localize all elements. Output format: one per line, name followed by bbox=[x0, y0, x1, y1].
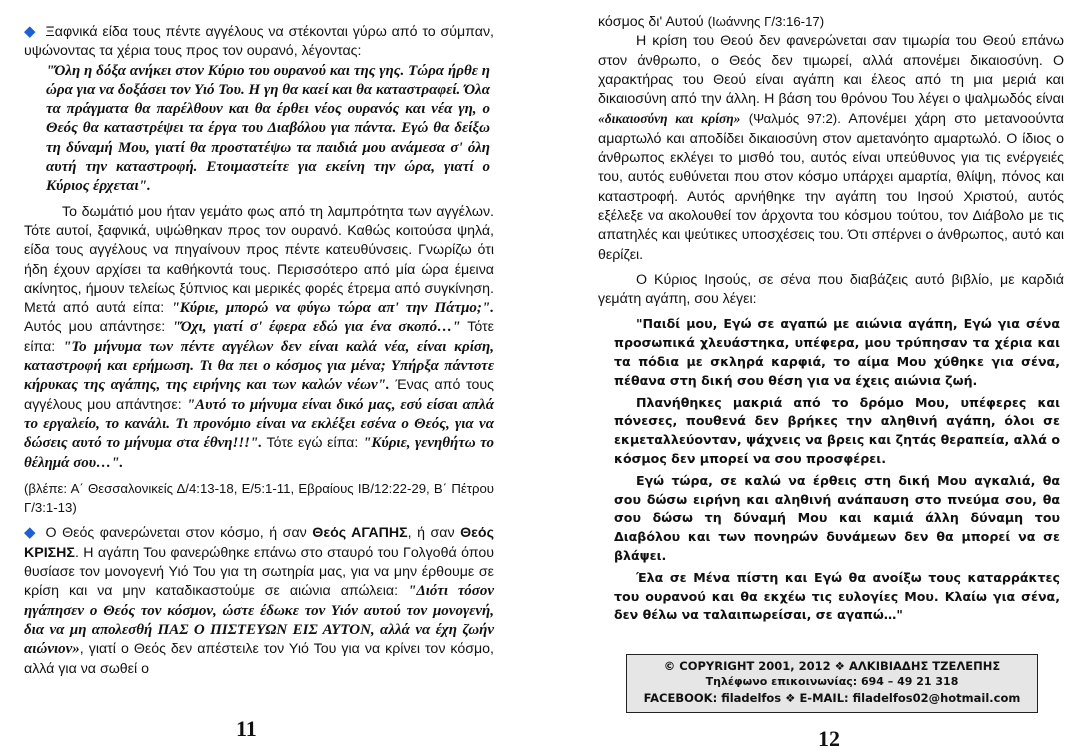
quote-paragraph: Εγώ τώρα, σε καλώ να έρθεις στη δική Μου αγκαλιά, θα σου δώσω ειρήνη και αληθινή ανάπαυση στο πνεύμα σου, θα σου δώσω τη δύναμή Μου και καμιά άλλη δύναμη του Διαβόλου και των πονηρών δυνάμεων δεν θα μπορεί να σε βλάψει. bbox=[614, 472, 1060, 564]
quote-paragraph: Πλανήθηκες μακριά από το δρόμο Μου, υπέφερες και πόνεσες, πουθενά δεν βρήκες την αληθινή αγάπη, όλοι σε εκμεταλλεύονταν, ψάχνεις να βρεις και ζητάς θεραπεία, αλλά ο κόσμος δεν μπορεί να σου προσφέρει. bbox=[614, 394, 1060, 467]
diamond-bullet-icon: ◆ bbox=[24, 23, 36, 40]
right-paragraph-1: Η κρίση του Θεού δεν φανερώνεται σαν τιμωρία του Θεού επάνω στον άνθρωπο, ο Θεός δεν τιμωρεί, αλλά απονέμει δικαιοσύνη. Ο χαρακτήρας του Θεού είναι αγάπη και έλεος από τη μια μεριά και δικαιοσύνη από την άλλη. Η βάση του θρόνου Του λέγει ο ψαλμωδός είναι «δικαιοσύνη και κρίση» (Ψαλμός 97:2). Απονέμει χάρη στο μετανοούντα αμαρτωλό και αποδίδει δικαιοσύνη στον αμετανόητο αμαρτωλό. Ο ίδιος ο άνθρωπος εκλέγει το μισθό του, αυτός είναι υπεύθυνος για τις ενέργειές του, αυτός ευθύνεται που στον κόσμο υπάρχει αμαρτία, θλίψη, πόνος και καταστροφή. Αυτός αρνήθηκε την αγάπη του Ιησού Χριστού, αυτός εξέλεξε να ακολουθεί τον άρχοντα του κόσμου τούτου, τον Διάβολο με τις απατηλές και ψεύτικες υποσχέσεις του. Ότι σπέρνει ο άνθρωπος, αυτό και θερίζει. bbox=[598, 33, 1064, 263]
phone-line: Τηλέφωνο επικοινωνίας: 694 – 49 21 318 bbox=[705, 675, 959, 688]
scripture-references: (βλέπε: Α΄ Θεσσαλονικείς Δ/4:13-18, Ε/5:1-11, Εβραίους ΙΒ/12:22-29, Β΄ Πέτρου Γ/3:1-13) bbox=[24, 480, 494, 516]
right-page bbox=[598, 12, 1064, 628]
left-paragraph-1: ◆ Ξαφνικά είδα τους πέντε αγγέλους να στέκονται γύρω από το σύμπαν, υψώνοντας τα χέρια τους προς τον ουρανό, λέγοντας: bbox=[24, 23, 494, 60]
left-paragraph-2: Το δωμάτιό μου ήταν γεμάτο φως από τη λαμπρότητα των αγγέλων. Τότε αυτοί, ξαφνικά, υψώθηκαν προς τον ουρανό. Καθώς κοιτούσα ψηλά, είδα τους αγγέλους να πηγαίνουν προς πέντε κατευθύνσεις. Γνωρίζω ότι ήδη έχουν αρχίσει τα καθήκοντά τους. Περισσότερο από μία ώρα έμεινα ακίνητος, ήμουν τελείως ξύπνιος και μερικές φορές έτρεμα από συγκίνηση. Μετά από αυτά είπα: "Κύριε, μπορώ να φύγω τώρα απ' την Πάτμο;". Αυτός μου απάντησε: "Όχι, γιατί σ' έφερα εδώ για ένα σκοπό…" Τότε είπα: "Το μήνυμα των πέντε αγγέλων δεν είναι καλά νέα, είναι κρίση, καταστροφή και ερήμωση. Τι θα πει ο κόσμος για μένα; Υπήρξα πάντοτε κήρυκας της αγάπης, της ειρήνης και των καλών νέων". Ένας από τους αγγέλους μου απάντησε: "Αυτό το μήνυμα είναι δικό μας, εσύ είσαι απλά το εργαλείο, το κανάλι. Τι προνόμιο είναι να εκλέξει εσένα ο Θεός, για να δώσεις αυτό το μήνυμα στα έθνη!!!". Τότε εγώ είπα: "Κύριε, γενηθήτω το θέλημά σου…". bbox=[24, 203, 495, 471]
page-number-right: 12 bbox=[818, 726, 840, 751]
page-number-left: 11 bbox=[236, 716, 257, 741]
contact-line: FACEBOOK: filadelfos ❖ E-MAIL: filadelfos02@hotmail.com bbox=[643, 691, 1021, 705]
lord-message-quote bbox=[614, 315, 1060, 625]
right-continuation: κόσμος δι' Αυτού (Ιωάννης Γ/3:16-17) bbox=[598, 14, 825, 30]
copyright-box bbox=[626, 654, 1038, 713]
quote-paragraph: "Παιδί μου, Εγώ σε αγαπώ με αιώνια αγάπη, Εγώ για σένα προσωπικά χλευάστηκα, υπέφερα, μου τρύπησαν τα χέρια και τα πόδια με σκληρά καρφιά, το αίμα Μου χύθηκε για σένα, πέθανα στη δική σου θέση για να έχεις αιώνια ζωή. bbox=[614, 316, 1060, 388]
angels-quote: "Όλη η δόξα ανήκει στον Κύριο του ουρανού και της γης. Τώρα ήρθε η ώρα για να δοξάσει τον Υιό Του. Η γη θα καεί και θα καταστραφεί. Όλα τα πράγματα θα παρέλθουν και θα έρθει νέος ουρανός και νέα γη, ο Θεός θα καταστρέψει τα έργα του Διαβόλου για πάντα. Εγώ θα δείξω τη δύναμή Μου, γιατί θα προστατέψω τα παιδιά μου ανάμεσα σ' όλη αυτή την καταστροφή. Ετοιμαστείτε για εκείνη την ώρα, γιατί ο Κύριος έρχεται". bbox=[46, 62, 490, 195]
left-page bbox=[24, 22, 494, 679]
quote-paragraph: Έλα σε Μένα πίστη και Εγώ θα ανοίξω τους καταρράκτες του ουρανού και θα εκχέω τις ευλογίες Μου. Κλαίω για σένα, δεν θέλω να ταλαιπωρείσαι, σε αγαπώ…" bbox=[614, 569, 1060, 623]
copyright-line: © COPYRIGHT 2001, 2012 ❖ ΑΛΚΙΒΙΑΔΗΣ ΤΖΕΛΕΠΗΣ bbox=[663, 659, 1001, 673]
right-paragraph-2: Ο Κύριος Ιησούς, σε σένα που διαβάζεις αυτό βιβλίο, με καρδιά γεμάτη αγάπη, σου λέγει: bbox=[598, 271, 1064, 308]
left-paragraph-3: ◆ Ο Θεός φανερώνεται στον κόσμο, ή σαν Θεός ΑΓΑΠΗΣ, ή σαν Θεός ΚΡΙΣΗΣ. Η αγάπη Του φανερώθηκε επάνω στο σταυρό του Γολγοθά όπου θυσίασε τον μονογενή Υιό Του για τη σωτηρία μας, για να μην έρθουμε σε κρίση και να μην καταδικαστούμε σε αιώνια απώλεια: "Διότι τόσον ηγάπησεν ο Θεός τον κόσμον, ώστε έδωκε τον Υιόν αυτού τον μονογενή, δια να μη απολεσθή ΠΑΣ Ο ΠΙΣΤΕΥΩΝ ΕΙΣ ΑΥΤΟΝ, αλλά να έχη ζωήν αιώνιον», γιατί ο Θεός δεν απέστειλε τον Υιό Του για να κρίνει τον κόσμο, αλλά για να σωθεί ο bbox=[24, 524, 495, 677]
diamond-bullet-icon: ◆ bbox=[24, 524, 36, 542]
